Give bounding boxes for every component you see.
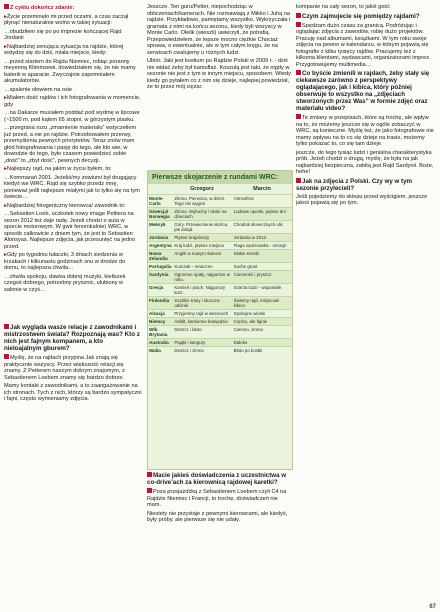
rally-name-cell: Argentyna — [149, 243, 172, 248]
rally-name-cell: Szwecja/ Norwegia — [149, 209, 170, 219]
answer-marker-icon — [147, 488, 152, 493]
table-row — [148, 309, 292, 317]
table-row — [148, 207, 292, 220]
column-right — [296, 4, 436, 608]
paragraph: ▸Najlepszy rajd, na jakim w życiu byłem, to: — [4, 166, 112, 172]
association-cell: Niskie Kreski — [233, 251, 260, 256]
association-cell: Deszcz i błoto — [174, 327, 202, 332]
association-cell: Ciężko, ale fajnie — [233, 319, 268, 324]
association-cell: Szarża ludzi - wspaniałe. — [233, 285, 283, 290]
association-cell: Suche grunt — [233, 264, 258, 269]
paragraph: Mamy kontakt z zawodnikami, a to zaangażowanie na ich stronach. Tych z nich, którzy są bardzo sympatyczni i fajni, często wymieniamy zdjęcia. — [4, 383, 142, 402]
table-title: Pierwsze skojarzenie z rundami WRC: — [148, 171, 292, 184]
association-cell: Świetny rajd, miejscowi kibice. — [233, 298, 280, 308]
square-bullet-icon — [296, 13, 301, 18]
table-row — [148, 317, 292, 325]
paragraph: …przegrana rozu „zmarnienie materiału” wstyczeliem już przed, a nie po rajdzie. Potrzebowałem przerwy, przemyślenia pewnych priorytetów. Teraz znów mam głód fotografowania i pasję do tego, ale kto wie, w dowodzie do tego, było czasem powiedzieć sobie „dość” to „zbyt dość”, pewnych decyzji. — [4, 125, 137, 164]
association-cell: Zimno. Wybuchy i skoki na dzieciach. — [174, 209, 227, 219]
paragraph: ▸Gdy po tygodniu tułaczki, 3 dniach siedzenia w krzakach i kilkunastu godzinach snu w drodze do domu, to najlepsza chwila… — [4, 252, 126, 271]
association-cell: Ciemno, zimno — [233, 327, 263, 332]
table-header — [148, 184, 292, 194]
table-row — [148, 283, 292, 296]
rally-name-cell: Jordania — [149, 235, 169, 240]
paragraph: Te zmiany w przepisach, które są trochę, ale wpływ na to, że możemy jeszcze się w ogóle zobaczyć w WRC, są konieczne. Myślę też, że jako fotografowie nie mamy wpływu na to co się dzieje na trasie, możemy tylko pokazać to, co się tam dzieje. — [296, 115, 434, 147]
rally-name-cell: Sardynia — [149, 272, 169, 277]
paragraph: Poza przejażdżką z Sebastienem Loebem czyli C4 na Rajdzie Niemiec i Francji, to trochę, doświadczeń nie mam. — [147, 489, 287, 508]
answer-marker-icon — [296, 22, 301, 27]
column-left — [4, 4, 142, 318]
association-cell: Chodnik słonecznych ulic — [233, 222, 283, 227]
triangle-bullet-icon: ▸ — [4, 202, 7, 209]
square-bullet-icon — [4, 324, 9, 329]
paragraph: ▸Życie przeminęło mi przed oczami, a czas zaczął płynąć nienaturalnie wolno w takiej sytuacji: — [4, 13, 129, 26]
triangle-bullet-icon: ▸ — [4, 95, 7, 101]
question-heading: Jak na zdjęcia z Polski. Czy wy w tym sezonie przylecieli? — [296, 177, 413, 192]
association-cell: Flaga sędziowska - emocje — [233, 243, 287, 248]
association-cell: Szybkie trasy i skoczne odcinki — [174, 298, 220, 308]
association-cell: Kamień i piach. Najgorszy kurz. — [174, 285, 226, 295]
triangle-bullet-icon: ▸ — [4, 252, 7, 258]
paragraph: …przed startem do Rajdu Niemiec, robiąc poranny meyenną Klimmzewi, dowiedziałem się, że nie mamy bateriii w aparacie. Zwyczajnie zapomniałem akumulatorów. — [4, 58, 136, 84]
table-row — [148, 220, 292, 233]
association-cell: Góry. Przewiezienie słońca, jak dotąd. — [174, 222, 229, 232]
paragraph: Spędzam dużo czasu za granicą. Podróżując i oglądając zdjęcia z zawodów, robię dużo projektów. Pracuję nad albumami, książkami. W tym roku swoje zdjęcia na pewno w kalendarzu, w którym pojawią się fotografie z kilku tysięcy rajdów. Pracujemy też z kilkoma klientami, wydawcami, organizatorami imprez. Przygotowujemy multimedia… — [296, 22, 431, 68]
rally-name-cell: Walia — [149, 348, 161, 353]
table-row — [148, 346, 292, 354]
association-cell: Piękne krajobrazy — [174, 235, 210, 240]
paragraph: …Kommarań 2001. Jeżeliś/my zowiumi był drugąjący kiedyś we WRC. Rajd się szybko przedz mnę, ponieważ jedli najlepsze miałymi jak to tylko się na tym świecie… — [4, 174, 140, 200]
table-row — [148, 249, 292, 262]
rally-name-cell: Nowa Zelandia — [149, 251, 168, 261]
paragraph: …na Dakarze musiałem poddać pod wydmę w lipcowe (~1500 m. pod kątem 65 stopni, w górzystym piasku. — [4, 110, 140, 123]
square-bullet-icon — [296, 178, 301, 183]
table-row — [148, 241, 292, 249]
association-cell: Anglik w nowym świecie — [174, 251, 222, 256]
paragraph: Myślę, że na rajdach przypina Jak znają się praktycznie wszyscy. Przez większość relacji się znamy. Z Petterem naszym dobrym znajomym, z Sebastienem Loebem znamy się bardzo dobrze. — [4, 355, 125, 381]
paragraph: jeszcze, do tego tysiąc ludzi i genialna charakterystyka prób. Jeżeli chodzi o drugą, myślę, że była na jak najbardziej bezpieczna, zabitą jest Rajd Sardynii. Boże, hehe! — [296, 149, 434, 175]
table-row — [148, 262, 292, 270]
column-middle — [147, 4, 291, 168]
square-bullet-icon — [296, 70, 301, 75]
answer-marker-icon — [296, 114, 301, 119]
association-cell: Ciemność i pryszcz — [233, 272, 272, 277]
rally-name-cell: Alzacja — [149, 311, 165, 316]
association-cell: Daleko — [233, 340, 248, 345]
association-cell: Spokojne wioski — [233, 311, 266, 316]
answer-marker-icon — [4, 354, 9, 359]
association-cell: Atmosfera — [233, 196, 254, 201]
association-cell: Jordania w 2012. — [233, 235, 268, 240]
association-cell: Kraj ludzi, piękne miejsca — [174, 243, 224, 248]
association-cell: Lodowe oponki, piękne dni — [233, 209, 286, 214]
table-row — [148, 233, 292, 241]
association-cell: Błoto po kostki — [233, 348, 263, 353]
paragraph: kompanie na cały sezon, to jakiś gość — [296, 4, 390, 10]
rally-name-cell: Australia — [149, 340, 169, 345]
paragraph: ▸Miałem dość rajdów i ich fotografowania w momencie, gdy — [4, 95, 141, 108]
paragraph: …spalenie ołowiem na osie — [4, 86, 73, 93]
paragraph: ▸Najbardziej zenująca sytuacja na rajdzie, której wstydzę się do dziś, miała miejsce, kiedy: — [4, 43, 124, 56]
rally-name-cell: Portugalia — [149, 264, 172, 269]
triangle-bullet-icon: ▸ — [4, 43, 7, 50]
question-heading: Czym zajmujecie się pomiędzy rajdami? — [296, 13, 436, 20]
square-bullet-icon — [4, 4, 9, 9]
wrc-rounds-table — [147, 170, 293, 470]
column-left-lower — [4, 322, 142, 608]
association-cell: Asfalt, kamienne krawędzie — [174, 319, 228, 324]
paragraph: Jeszcze. Ten guru/Petter, niepochodziąc w obliczeniach/kamerach. Nie rozmawiają z Mikko i Juhą na rajdzie. Przykładowo, pamiętamy wszystko. Wykrzyczała i gramata z nimi na końcu sezonu, kiedy byli wszyscy w Monte Carlo. Oleilk (wieszli) uwierzyli, że potrafią. Przepowiedziełem, że lepsze mocno ciężkie Chociaż sprawa, o ewentualnie, ale w tym całym kręgu, że na serwisach cwalujemy u różnych ludzi. — [147, 4, 291, 56]
table-row — [148, 338, 292, 346]
paragraph: …Sebastien Loeb, uczkotek nowy image Petitera na sezon 2012 też daje radę. Jeżeli chodzi o auta w sporcie motorowym. W gwir fenomkalnie) WRC, w sposób całkowicie z dniem tym, że jest to Sebastien Alonsyas. Najlepsze zdjęcia, jak przesunięć na jedno przed. — [4, 211, 136, 250]
table-row — [148, 194, 292, 207]
paragraph: Niestety nie przystaje z pewnymi kierowcami, ale kiedyś, były próby, ale pierwsze się nie udały. — [147, 510, 288, 523]
association-cell: Pająki i kangury — [174, 340, 206, 345]
paragraph: Ubiór. Jaki jest kostium po Rajdzie Polski w 2009 r. - dziś nie widać żeby był kamuflaż. Koszulą jest taki, że nigdy w sezonie nie jest z tym w innym miejscu, sposobem. Wtedy kiedy go pytałem co z nim się dzieje, najlepiej powiedział, że to przez mój ciężar. — [147, 58, 291, 90]
table-row — [148, 296, 292, 309]
rally-name-cell: Monte Carlo — [149, 196, 163, 206]
association-cell: Deszcz i zimno — [174, 348, 204, 353]
question-heading: Co byście zmienili w rajdach, żeby stały się ciekawsze zarówno z perspektywy oglądającego, jak i kibica, który później obserwuje to wszystko na „zdjęciach stworzonych przez Was” w formie zdjęć oraz materiału video? — [296, 70, 430, 112]
association-cell: Ogromne upały, najgorsze w roku. — [174, 272, 230, 282]
section-heading: Z cyklu dokończ zdanie: — [4, 4, 142, 12]
paragraph: …obudziłem się po po imprezie kończącej Rajd Jordanii — [4, 28, 122, 41]
table-row — [148, 325, 292, 338]
page-number: 67 — [429, 604, 436, 610]
rally-name-cell: Meksyk — [149, 222, 166, 227]
header-cell: Marcin — [253, 186, 271, 192]
triangle-bullet-icon: ▸ — [4, 166, 7, 172]
rally-name-cell: Wlk. Brytania — [149, 327, 168, 337]
paragraph: Jeśli pojedziemy do sklepu przed wyścigiem, jeszcze jakoś pojawią się po tym. — [296, 193, 428, 206]
square-bullet-icon — [147, 472, 152, 477]
question-heading: Jak wygląda wasze relacje z zawodnikami i mistrzostwem świata? Rozpoznają was? Kto z nich jest fajnym kompanem, a kto nieloajalnym gburem? — [4, 324, 140, 352]
rally-name-cell: Finlandia — [149, 298, 170, 303]
association-cell: Przyjemny rajd w winnicach — [174, 311, 229, 316]
association-cell: Kurczak – smaczne — [174, 264, 213, 269]
column-middle-lower — [147, 470, 291, 608]
header-cell: Grzegorz — [190, 186, 214, 192]
paragraph: …chwila spokoju, dawka dobrej muzyki, kieliszek czegoś dobrego, potrzebny prysznic, ulubiony w salonie w czyś… — [4, 273, 126, 293]
question-heading: Macie jakieś doświadczenia z uczestnictwa w co-drive’ach za kierownicą rajdowej karetki? — [147, 472, 287, 486]
paragraph: ▸Najbardziej fotogeniczny kierowca/ zawodnik to: — [4, 202, 126, 209]
rally-name-cell: Grecja — [149, 285, 164, 290]
triangle-bullet-icon: ▸ — [4, 13, 7, 20]
association-cell: Zimno. Pierwsza, w dzień. Tego nie wygra! — [174, 196, 226, 206]
header-cell — [148, 184, 172, 194]
rally-name-cell: Niemcy — [149, 319, 166, 324]
table-body — [148, 194, 292, 354]
table-row — [148, 270, 292, 283]
